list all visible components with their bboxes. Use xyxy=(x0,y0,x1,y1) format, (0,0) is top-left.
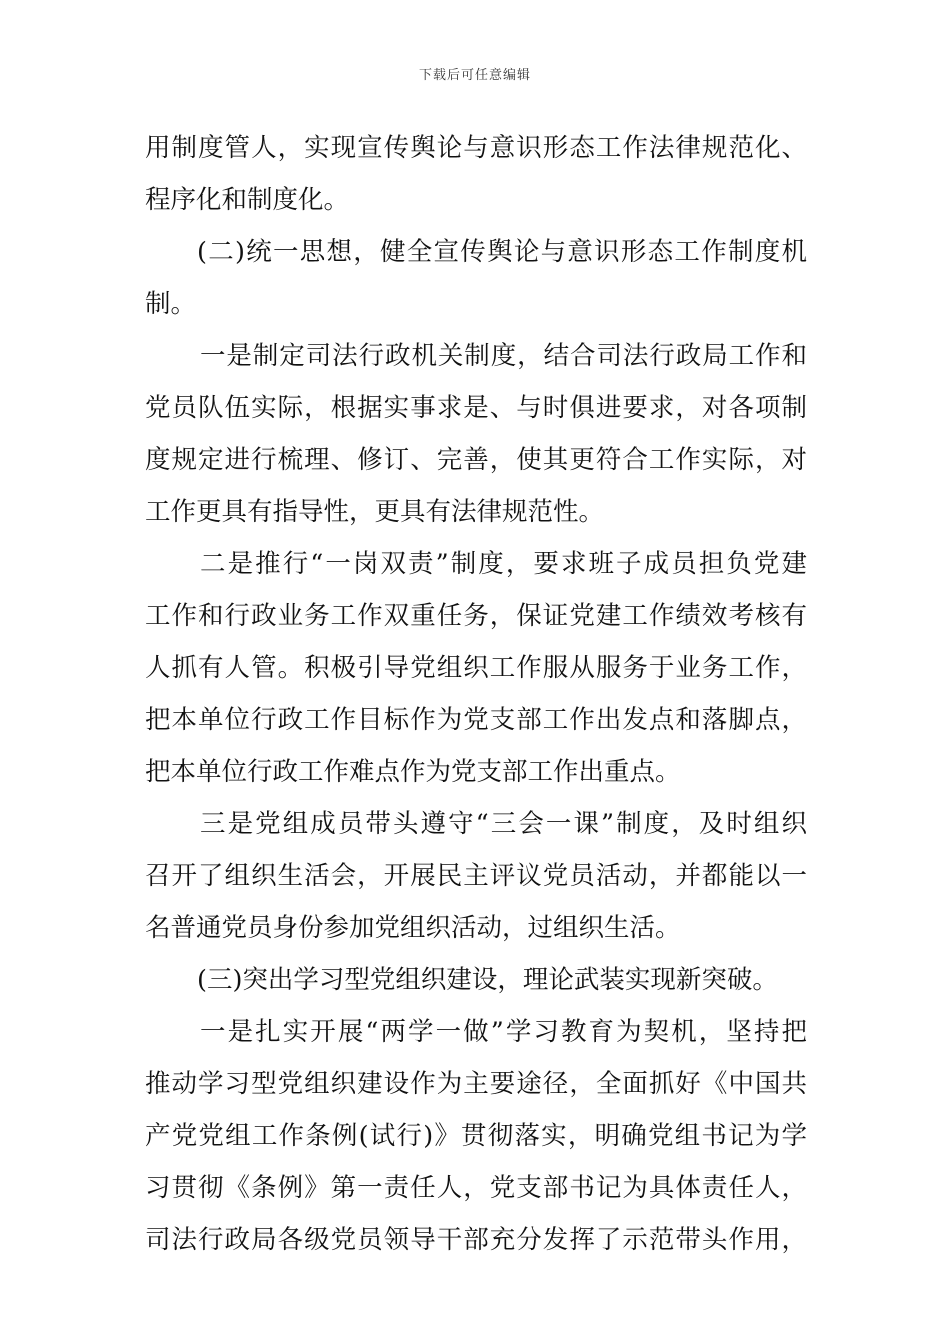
text-line: 用制度管人，实现宣传舆论与意识形态工作法律规范化、 xyxy=(145,133,807,163)
text-line: (三)突出学习型党组织建设，理论武装实现新突破。 xyxy=(197,965,778,995)
text-line: 把本单位行政工作目标作为党支部工作出发点和落脚点， xyxy=(145,705,807,735)
text-line: 度规定进行梳理、修订、完善，使其更符合工作实际，对 xyxy=(145,445,807,475)
text-line: 习贯彻《条例》第一责任人，党支部书记为具体责任人， xyxy=(145,1173,807,1203)
header-note: 下载后可任意编辑 xyxy=(418,68,531,83)
text-line: 人抓有人管。积极引导党组织工作服从服务于业务工作， xyxy=(145,653,807,683)
text-line: 二是推行“一岗双责”制度，要求班子成员担负党建 xyxy=(200,549,807,579)
text-line: 一是制定司法行政机关制度，结合司法行政局工作和 xyxy=(200,341,807,371)
text-line: 党员队伍实际，根据实事求是、与时俱进要求，对各项制 xyxy=(145,393,807,423)
text-line: 一是扎实开展“两学一做”学习教育为契机，坚持把 xyxy=(200,1017,807,1047)
text-line: 三是党组成员带头遵守“三会一课”制度，及时组织 xyxy=(200,809,807,839)
text-line: 把本单位行政工作难点作为党支部工作出重点。 xyxy=(145,757,681,787)
text-line: 工作更具有指导性，更具有法律规范性。 xyxy=(145,497,605,527)
text-line: (二)统一思想，健全宣传舆论与意识形态工作制度机 xyxy=(197,237,807,267)
text-line: 产党党组工作条例(试行)》贯彻落实，明确党组书记为学 xyxy=(145,1121,807,1151)
text-line: 司法行政局各级党员领导干部充分发挥了示范带头作用， xyxy=(145,1225,807,1255)
body-text xyxy=(145,122,807,1266)
text-line: 工作和行政业务工作双重任务，保证党建工作绩效考核有 xyxy=(145,601,807,631)
text-line: 程序化和制度化。 xyxy=(145,185,350,215)
text-line: 推动学习型党组织建设作为主要途径，全面抓好《中国共 xyxy=(145,1069,807,1099)
text-line: 制。 xyxy=(145,289,197,319)
text-line: 召开了组织生活会，开展民主评议党员活动，并都能以一 xyxy=(145,861,807,891)
text-line: 名普通党员身份参加党组织活动，过组织生活。 xyxy=(145,913,681,943)
